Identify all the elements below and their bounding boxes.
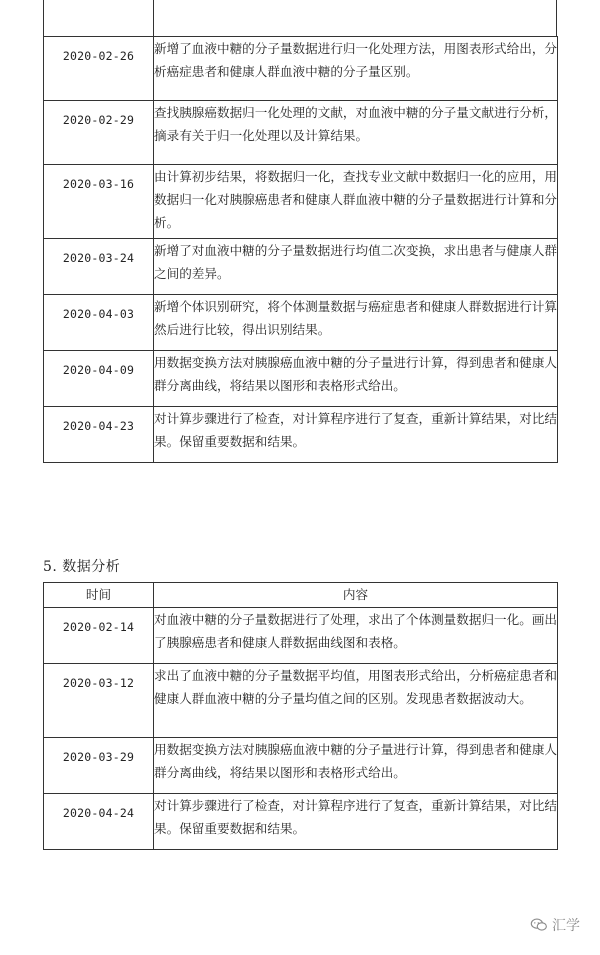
row-date: 2020-03-12 [44, 664, 154, 738]
table-row [44, 37, 558, 101]
row-date: 2020-03-24 [44, 239, 154, 295]
watermark-text: 汇学 [552, 918, 580, 934]
wechat-icon [530, 918, 548, 932]
table-row [44, 165, 558, 239]
row-date: 2020-03-29 [44, 738, 154, 794]
row-content: 用数据变换方法对胰腺癌血液中糖的分子量进行计算，得到患者和健康人群分离曲线，将结果以图形和表格形式给出。 [154, 738, 558, 794]
table-row [44, 738, 558, 794]
column-header-content: 内容 [154, 583, 558, 608]
table-header-row [44, 583, 558, 608]
table-row [44, 101, 558, 165]
row-content: 求出了血液中糖的分子量数据平均值，用图表形式给出，分析癌症患者和健康人群血液中糖的分子量均值之间的区别。发现患者数据波动大。 [154, 664, 558, 738]
row-content: 新增了血液中糖的分子量数据进行归一化处理方法，用图表形式给出，分析癌症患者和健康人群血液中糖的分子量区别。 [154, 37, 558, 101]
table-row [44, 295, 558, 351]
section-heading: 5. 数据分析 [43, 559, 121, 575]
row-content: 对血液中糖的分子量数据进行了处理，求出了个体测量数据归一化。画出了胰腺癌患者和健康人群数据曲线图和表格。 [154, 608, 558, 664]
table-row [44, 407, 558, 463]
row-content: 对计算步骤进行了检查，对计算程序进行了复查，重新计算结果，对比结果。保留重要数据和结果。 [154, 794, 558, 850]
row-content: 由计算初步结果，将数据归一化，查找专业文献中数据归一化的应用，用数据归一化对胰腺癌患者和健康人群血液中糖的分子量数据进行计算和分析。 [154, 165, 558, 239]
row-date: 2020-02-29 [44, 101, 154, 165]
row-date: 2020-04-09 [44, 351, 154, 407]
row-content: 用数据变换方法对胰腺癌血液中糖的分子量进行计算，得到患者和健康人群分离曲线，将结果以图形和表格形式给出。 [154, 351, 558, 407]
progress-log-table [43, 36, 558, 463]
column-header-time: 时间 [44, 583, 154, 608]
row-date: 2020-04-23 [44, 407, 154, 463]
table-row [44, 351, 558, 407]
row-date: 2020-04-24 [44, 794, 154, 850]
row-content: 新增了对血液中糖的分子量数据进行均值二次变换，求出患者与健康人群之间的差异。 [154, 239, 558, 295]
row-content: 查找胰腺癌数据归一化处理的文献，对血液中糖的分子量文献进行分析，摘录有关于归一化处理以及计算结果。 [154, 101, 558, 165]
row-content: 新增个体识别研究，将个体测量数据与癌症患者和健康人群数据进行计算然后进行比较，得出识别结果。 [154, 295, 558, 351]
table-row [44, 794, 558, 850]
row-date: 2020-03-16 [44, 165, 154, 239]
table-row [44, 608, 558, 664]
table-row [44, 664, 558, 738]
watermark [530, 915, 580, 935]
row-date: 2020-02-26 [44, 37, 154, 101]
table1-top-continuation [43, 0, 557, 36]
data-analysis-table [43, 582, 558, 850]
row-date: 2020-02-14 [44, 608, 154, 664]
row-content: 对计算步骤进行了检查，对计算程序进行了复查，重新计算结果，对比结果。保留重要数据和结果。 [154, 407, 558, 463]
row-date: 2020-04-03 [44, 295, 154, 351]
table-row [44, 239, 558, 295]
